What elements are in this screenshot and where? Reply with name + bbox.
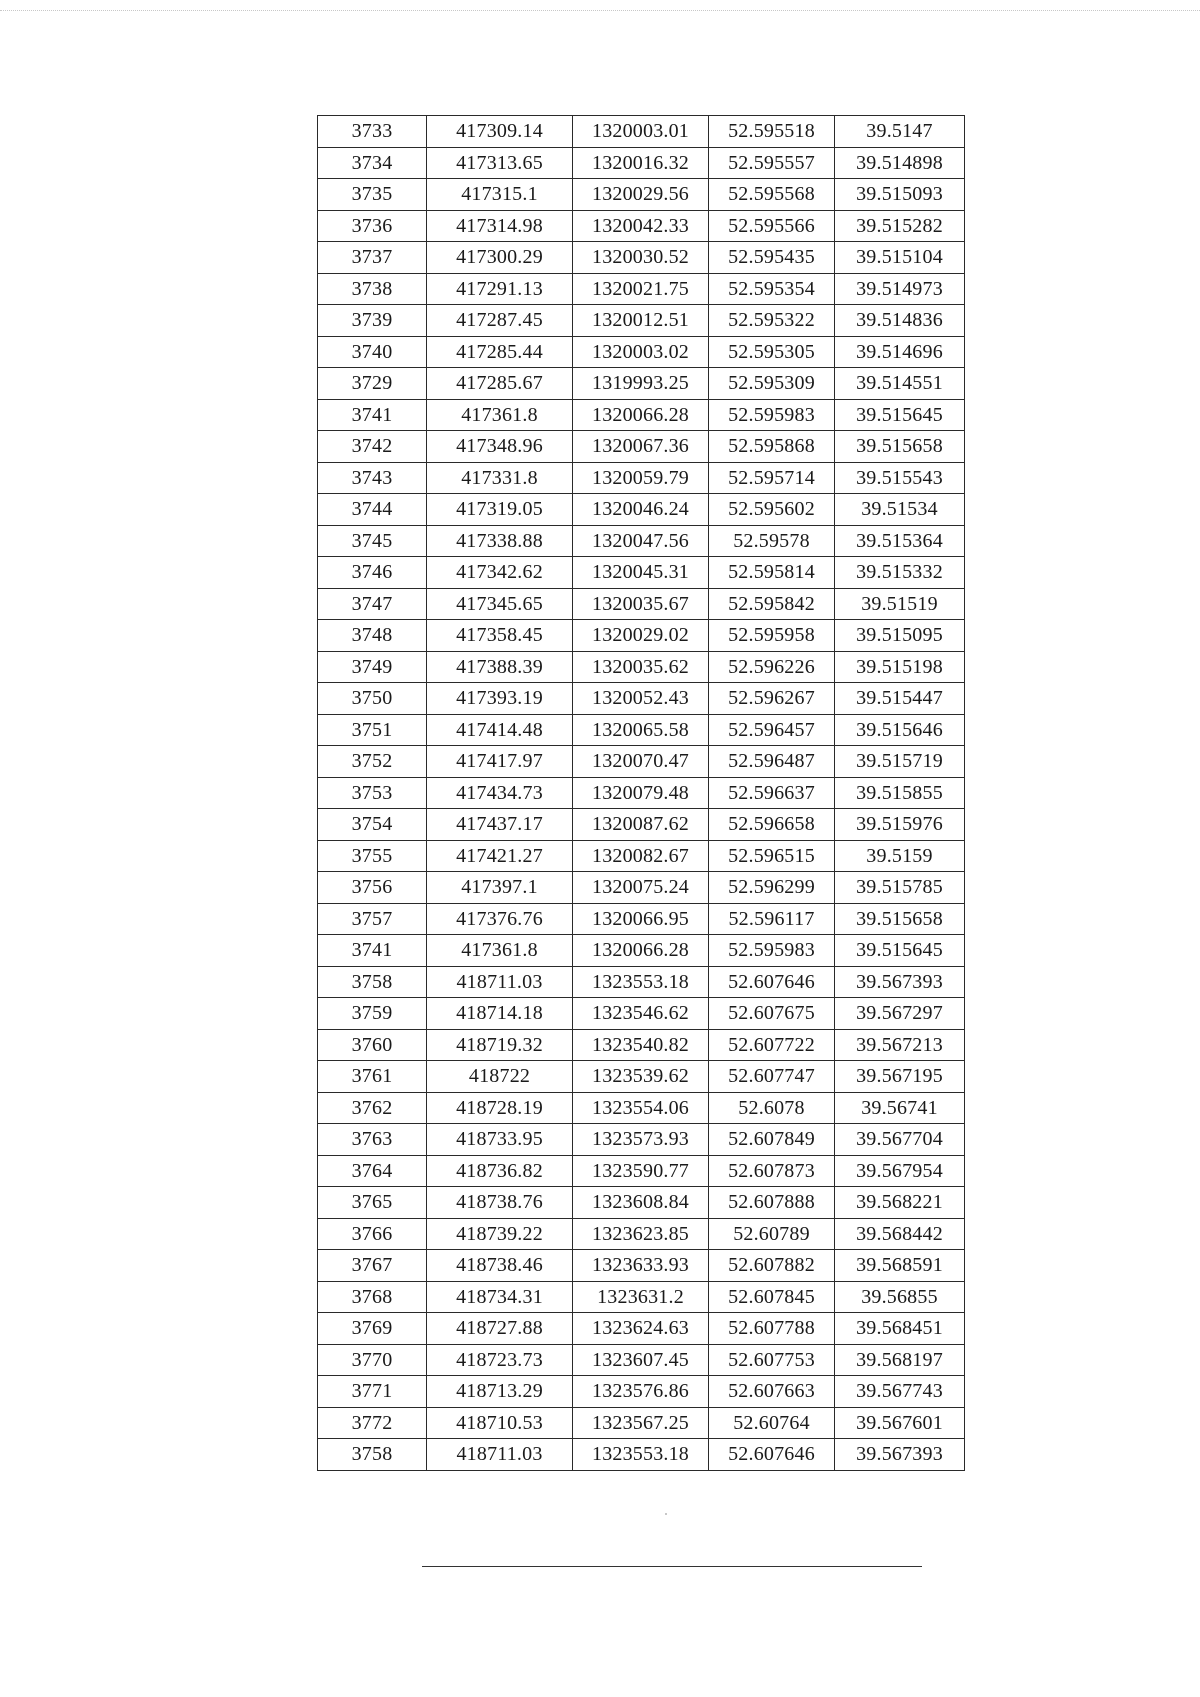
- y-coordinate-cell: 1323553.18: [573, 966, 709, 998]
- point-number-cell: 3744: [318, 494, 427, 526]
- latitude-cell: 52.595983: [709, 399, 835, 431]
- latitude-cell: 52.595518: [709, 116, 835, 148]
- longitude-cell: 39.568591: [835, 1250, 965, 1282]
- latitude-cell: 52.596226: [709, 651, 835, 683]
- table-row: [318, 809, 965, 841]
- latitude-cell: 52.607849: [709, 1124, 835, 1156]
- coordinates-table-body: [318, 116, 965, 1471]
- x-coordinate-cell: 417287.45: [427, 305, 573, 337]
- y-coordinate-cell: 1320016.32: [573, 147, 709, 179]
- point-number-cell: 3760: [318, 1029, 427, 1061]
- point-number-cell: 3754: [318, 809, 427, 841]
- latitude-cell: 52.595305: [709, 336, 835, 368]
- y-coordinate-cell: 1320003.01: [573, 116, 709, 148]
- table-row: [318, 651, 965, 683]
- point-number-cell: 3767: [318, 1250, 427, 1282]
- point-number-cell: 3743: [318, 462, 427, 494]
- latitude-cell: 52.595868: [709, 431, 835, 463]
- longitude-cell: 39.51519: [835, 588, 965, 620]
- point-number-cell: 3751: [318, 714, 427, 746]
- table-row: [318, 1218, 965, 1250]
- x-coordinate-cell: 418734.31: [427, 1281, 573, 1313]
- point-number-cell: 3733: [318, 116, 427, 148]
- point-number-cell: 3758: [318, 1439, 427, 1471]
- x-coordinate-cell: 418714.18: [427, 998, 573, 1030]
- y-coordinate-cell: 1323624.63: [573, 1313, 709, 1345]
- x-coordinate-cell: 418733.95: [427, 1124, 573, 1156]
- y-coordinate-cell: 1320035.67: [573, 588, 709, 620]
- latitude-cell: 52.595557: [709, 147, 835, 179]
- point-number-cell: 3737: [318, 242, 427, 274]
- scan-speck: [665, 1513, 667, 1515]
- y-coordinate-cell: 1320082.67: [573, 840, 709, 872]
- longitude-cell: 39.515198: [835, 651, 965, 683]
- longitude-cell: 39.515976: [835, 809, 965, 841]
- table-row: [318, 1124, 965, 1156]
- point-number-cell: 3742: [318, 431, 427, 463]
- y-coordinate-cell: 1319993.25: [573, 368, 709, 400]
- latitude-cell: 52.607845: [709, 1281, 835, 1313]
- point-number-cell: 3741: [318, 935, 427, 967]
- x-coordinate-cell: 418722: [427, 1061, 573, 1093]
- longitude-cell: 39.515364: [835, 525, 965, 557]
- y-coordinate-cell: 1320059.79: [573, 462, 709, 494]
- table-row: [318, 1187, 965, 1219]
- latitude-cell: 52.595435: [709, 242, 835, 274]
- y-coordinate-cell: 1323539.62: [573, 1061, 709, 1093]
- x-coordinate-cell: 417414.48: [427, 714, 573, 746]
- x-coordinate-cell: 417348.96: [427, 431, 573, 463]
- point-number-cell: 3741: [318, 399, 427, 431]
- table-row: [318, 1250, 965, 1282]
- point-number-cell: 3771: [318, 1376, 427, 1408]
- point-number-cell: 3753: [318, 777, 427, 809]
- table-row: [318, 462, 965, 494]
- x-coordinate-cell: 417393.19: [427, 683, 573, 715]
- x-coordinate-cell: 417315.1: [427, 179, 573, 211]
- latitude-cell: 52.607873: [709, 1155, 835, 1187]
- longitude-cell: 39.567195: [835, 1061, 965, 1093]
- latitude-cell: 52.607646: [709, 1439, 835, 1471]
- longitude-cell: 39.514973: [835, 273, 965, 305]
- latitude-cell: 52.596515: [709, 840, 835, 872]
- longitude-cell: 39.567297: [835, 998, 965, 1030]
- coordinates-table: [317, 115, 965, 1471]
- table-row: [318, 935, 965, 967]
- x-coordinate-cell: 417285.44: [427, 336, 573, 368]
- point-number-cell: 3748: [318, 620, 427, 652]
- y-coordinate-cell: 1323623.85: [573, 1218, 709, 1250]
- y-coordinate-cell: 1320067.36: [573, 431, 709, 463]
- y-coordinate-cell: 1320065.58: [573, 714, 709, 746]
- longitude-cell: 39.515658: [835, 431, 965, 463]
- x-coordinate-cell: 417358.45: [427, 620, 573, 652]
- point-number-cell: 3752: [318, 746, 427, 778]
- y-coordinate-cell: 1323576.86: [573, 1376, 709, 1408]
- y-coordinate-cell: 1320029.02: [573, 620, 709, 652]
- point-number-cell: 3761: [318, 1061, 427, 1093]
- latitude-cell: 52.607788: [709, 1313, 835, 1345]
- longitude-cell: 39.56855: [835, 1281, 965, 1313]
- x-coordinate-cell: 417291.13: [427, 273, 573, 305]
- x-coordinate-cell: 418711.03: [427, 1439, 573, 1471]
- latitude-cell: 52.607753: [709, 1344, 835, 1376]
- x-coordinate-cell: 418736.82: [427, 1155, 573, 1187]
- table-row: [318, 525, 965, 557]
- x-coordinate-cell: 417309.14: [427, 116, 573, 148]
- longitude-cell: 39.515093: [835, 179, 965, 211]
- point-number-cell: 3762: [318, 1092, 427, 1124]
- latitude-cell: 52.60789: [709, 1218, 835, 1250]
- longitude-cell: 39.567743: [835, 1376, 965, 1408]
- point-number-cell: 3764: [318, 1155, 427, 1187]
- latitude-cell: 52.596487: [709, 746, 835, 778]
- point-number-cell: 3734: [318, 147, 427, 179]
- table-row: [318, 1313, 965, 1345]
- y-coordinate-cell: 1323540.82: [573, 1029, 709, 1061]
- y-coordinate-cell: 1320075.24: [573, 872, 709, 904]
- table-row: [318, 557, 965, 589]
- longitude-cell: 39.568221: [835, 1187, 965, 1219]
- x-coordinate-cell: 417342.62: [427, 557, 573, 589]
- signature-line: [422, 1566, 922, 1567]
- x-coordinate-cell: 417319.05: [427, 494, 573, 526]
- longitude-cell: 39.5147: [835, 116, 965, 148]
- x-coordinate-cell: 418711.03: [427, 966, 573, 998]
- table-row: [318, 431, 965, 463]
- x-coordinate-cell: 418728.19: [427, 1092, 573, 1124]
- table-row: [318, 242, 965, 274]
- longitude-cell: 39.515855: [835, 777, 965, 809]
- longitude-cell: 39.568451: [835, 1313, 965, 1345]
- longitude-cell: 39.515332: [835, 557, 965, 589]
- table-row: [318, 966, 965, 998]
- longitude-cell: 39.51534: [835, 494, 965, 526]
- latitude-cell: 52.607747: [709, 1061, 835, 1093]
- longitude-cell: 39.515447: [835, 683, 965, 715]
- table-row: [318, 399, 965, 431]
- table-row: [318, 305, 965, 337]
- latitude-cell: 52.595354: [709, 273, 835, 305]
- y-coordinate-cell: 1320030.52: [573, 242, 709, 274]
- longitude-cell: 39.515645: [835, 399, 965, 431]
- point-number-cell: 3729: [318, 368, 427, 400]
- latitude-cell: 52.596457: [709, 714, 835, 746]
- longitude-cell: 39.568197: [835, 1344, 965, 1376]
- y-coordinate-cell: 1320066.95: [573, 903, 709, 935]
- table-row: [318, 840, 965, 872]
- point-number-cell: 3739: [318, 305, 427, 337]
- latitude-cell: 52.596299: [709, 872, 835, 904]
- latitude-cell: 52.607888: [709, 1187, 835, 1219]
- latitude-cell: 52.595322: [709, 305, 835, 337]
- table-row: [318, 210, 965, 242]
- x-coordinate-cell: 418738.76: [427, 1187, 573, 1219]
- y-coordinate-cell: 1320047.56: [573, 525, 709, 557]
- table-row: [318, 1029, 965, 1061]
- latitude-cell: 52.595842: [709, 588, 835, 620]
- y-coordinate-cell: 1320045.31: [573, 557, 709, 589]
- longitude-cell: 39.514696: [835, 336, 965, 368]
- longitude-cell: 39.567704: [835, 1124, 965, 1156]
- table-row: [318, 336, 965, 368]
- y-coordinate-cell: 1320079.48: [573, 777, 709, 809]
- y-coordinate-cell: 1323608.84: [573, 1187, 709, 1219]
- table-row: [318, 116, 965, 148]
- table-row: [318, 1281, 965, 1313]
- y-coordinate-cell: 1320029.56: [573, 179, 709, 211]
- y-coordinate-cell: 1320070.47: [573, 746, 709, 778]
- table-row: [318, 872, 965, 904]
- point-number-cell: 3736: [318, 210, 427, 242]
- point-number-cell: 3745: [318, 525, 427, 557]
- longitude-cell: 39.567393: [835, 966, 965, 998]
- y-coordinate-cell: 1320066.28: [573, 935, 709, 967]
- longitude-cell: 39.567601: [835, 1407, 965, 1439]
- table-row: [318, 903, 965, 935]
- point-number-cell: 3757: [318, 903, 427, 935]
- latitude-cell: 52.607722: [709, 1029, 835, 1061]
- latitude-cell: 52.595566: [709, 210, 835, 242]
- table-row: [318, 147, 965, 179]
- y-coordinate-cell: 1323573.93: [573, 1124, 709, 1156]
- table-row: [318, 683, 965, 715]
- table-row: [318, 746, 965, 778]
- point-number-cell: 3746: [318, 557, 427, 589]
- x-coordinate-cell: 418723.73: [427, 1344, 573, 1376]
- longitude-cell: 39.515104: [835, 242, 965, 274]
- x-coordinate-cell: 417313.65: [427, 147, 573, 179]
- page-top-edge: [0, 10, 1200, 11]
- latitude-cell: 52.595568: [709, 179, 835, 211]
- longitude-cell: 39.514836: [835, 305, 965, 337]
- latitude-cell: 52.595309: [709, 368, 835, 400]
- latitude-cell: 52.596658: [709, 809, 835, 841]
- point-number-cell: 3738: [318, 273, 427, 305]
- table-row: [318, 273, 965, 305]
- longitude-cell: 39.515646: [835, 714, 965, 746]
- x-coordinate-cell: 417388.39: [427, 651, 573, 683]
- y-coordinate-cell: 1320042.33: [573, 210, 709, 242]
- latitude-cell: 52.596637: [709, 777, 835, 809]
- x-coordinate-cell: 418710.53: [427, 1407, 573, 1439]
- latitude-cell: 52.607646: [709, 966, 835, 998]
- point-number-cell: 3747: [318, 588, 427, 620]
- longitude-cell: 39.515645: [835, 935, 965, 967]
- latitude-cell: 52.607663: [709, 1376, 835, 1408]
- table-row: [318, 777, 965, 809]
- y-coordinate-cell: 1320003.02: [573, 336, 709, 368]
- point-number-cell: 3772: [318, 1407, 427, 1439]
- latitude-cell: 52.59578: [709, 525, 835, 557]
- point-number-cell: 3740: [318, 336, 427, 368]
- longitude-cell: 39.567213: [835, 1029, 965, 1061]
- x-coordinate-cell: 417361.8: [427, 935, 573, 967]
- x-coordinate-cell: 417397.1: [427, 872, 573, 904]
- point-number-cell: 3763: [318, 1124, 427, 1156]
- latitude-cell: 52.607675: [709, 998, 835, 1030]
- table-row: [318, 998, 965, 1030]
- point-number-cell: 3768: [318, 1281, 427, 1313]
- latitude-cell: 52.596267: [709, 683, 835, 715]
- x-coordinate-cell: 417345.65: [427, 588, 573, 620]
- latitude-cell: 52.6078: [709, 1092, 835, 1124]
- latitude-cell: 52.60764: [709, 1407, 835, 1439]
- x-coordinate-cell: 417285.67: [427, 368, 573, 400]
- x-coordinate-cell: 417314.98: [427, 210, 573, 242]
- y-coordinate-cell: 1320035.62: [573, 651, 709, 683]
- longitude-cell: 39.567393: [835, 1439, 965, 1471]
- point-number-cell: 3749: [318, 651, 427, 683]
- x-coordinate-cell: 417417.97: [427, 746, 573, 778]
- y-coordinate-cell: 1323553.18: [573, 1439, 709, 1471]
- longitude-cell: 39.514551: [835, 368, 965, 400]
- longitude-cell: 39.568442: [835, 1218, 965, 1250]
- point-number-cell: 3770: [318, 1344, 427, 1376]
- table-row: [318, 494, 965, 526]
- table-row: [318, 714, 965, 746]
- x-coordinate-cell: 417361.8: [427, 399, 573, 431]
- x-coordinate-cell: 417300.29: [427, 242, 573, 274]
- y-coordinate-cell: 1320087.62: [573, 809, 709, 841]
- latitude-cell: 52.595602: [709, 494, 835, 526]
- longitude-cell: 39.515282: [835, 210, 965, 242]
- point-number-cell: 3765: [318, 1187, 427, 1219]
- table-row: [318, 368, 965, 400]
- point-number-cell: 3769: [318, 1313, 427, 1345]
- longitude-cell: 39.515543: [835, 462, 965, 494]
- latitude-cell: 52.595714: [709, 462, 835, 494]
- y-coordinate-cell: 1323607.45: [573, 1344, 709, 1376]
- point-number-cell: 3750: [318, 683, 427, 715]
- x-coordinate-cell: 417331.8: [427, 462, 573, 494]
- x-coordinate-cell: 417338.88: [427, 525, 573, 557]
- point-number-cell: 3758: [318, 966, 427, 998]
- point-number-cell: 3759: [318, 998, 427, 1030]
- table-row: [318, 1344, 965, 1376]
- longitude-cell: 39.515719: [835, 746, 965, 778]
- point-number-cell: 3766: [318, 1218, 427, 1250]
- longitude-cell: 39.56741: [835, 1092, 965, 1124]
- y-coordinate-cell: 1323590.77: [573, 1155, 709, 1187]
- x-coordinate-cell: 418719.32: [427, 1029, 573, 1061]
- point-number-cell: 3755: [318, 840, 427, 872]
- table-row: [318, 179, 965, 211]
- y-coordinate-cell: 1320052.43: [573, 683, 709, 715]
- y-coordinate-cell: 1323631.2: [573, 1281, 709, 1313]
- table-row: [318, 588, 965, 620]
- longitude-cell: 39.515095: [835, 620, 965, 652]
- y-coordinate-cell: 1323567.25: [573, 1407, 709, 1439]
- point-number-cell: 3756: [318, 872, 427, 904]
- table-row: [318, 1439, 965, 1471]
- y-coordinate-cell: 1320012.51: [573, 305, 709, 337]
- x-coordinate-cell: 417434.73: [427, 777, 573, 809]
- longitude-cell: 39.5159: [835, 840, 965, 872]
- table-row: [318, 620, 965, 652]
- longitude-cell: 39.515658: [835, 903, 965, 935]
- x-coordinate-cell: 418727.88: [427, 1313, 573, 1345]
- x-coordinate-cell: 417437.17: [427, 809, 573, 841]
- y-coordinate-cell: 1320066.28: [573, 399, 709, 431]
- x-coordinate-cell: 418738.46: [427, 1250, 573, 1282]
- table-row: [318, 1061, 965, 1093]
- point-number-cell: 3735: [318, 179, 427, 211]
- table-row: [318, 1155, 965, 1187]
- y-coordinate-cell: 1323554.06: [573, 1092, 709, 1124]
- table-row: [318, 1376, 965, 1408]
- longitude-cell: 39.514898: [835, 147, 965, 179]
- y-coordinate-cell: 1320046.24: [573, 494, 709, 526]
- table-row: [318, 1092, 965, 1124]
- y-coordinate-cell: 1323633.93: [573, 1250, 709, 1282]
- latitude-cell: 52.595958: [709, 620, 835, 652]
- x-coordinate-cell: 418739.22: [427, 1218, 573, 1250]
- x-coordinate-cell: 418713.29: [427, 1376, 573, 1408]
- longitude-cell: 39.515785: [835, 872, 965, 904]
- y-coordinate-cell: 1323546.62: [573, 998, 709, 1030]
- x-coordinate-cell: 417421.27: [427, 840, 573, 872]
- latitude-cell: 52.595983: [709, 935, 835, 967]
- latitude-cell: 52.596117: [709, 903, 835, 935]
- table-row: [318, 1407, 965, 1439]
- x-coordinate-cell: 417376.76: [427, 903, 573, 935]
- latitude-cell: 52.607882: [709, 1250, 835, 1282]
- y-coordinate-cell: 1320021.75: [573, 273, 709, 305]
- latitude-cell: 52.595814: [709, 557, 835, 589]
- longitude-cell: 39.567954: [835, 1155, 965, 1187]
